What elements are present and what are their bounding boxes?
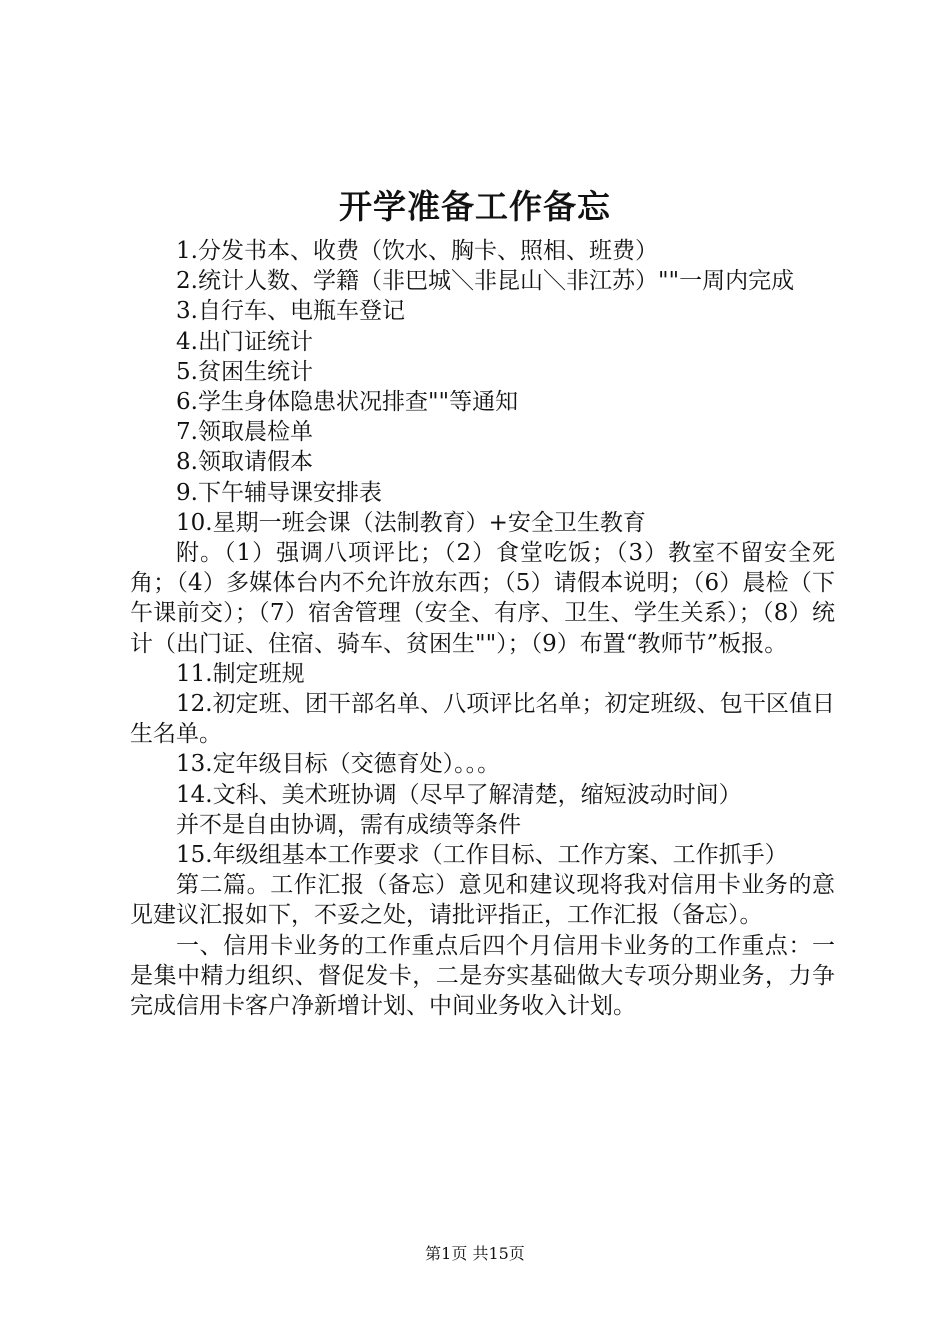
paragraph-13: 13.定年级目标（交德育处）。。。 <box>176 751 501 778</box>
paragraph-credit-card: 一、信用卡业务的工作重点后四个月信用卡业务的工作重点：一是集中精力组织、督促发卡，二是夯实基础做大专项分期业务，力争完成信用卡客户净新增计划、中间业务收入计划。 <box>130 932 835 1020</box>
paragraph-14: 14.文科、美术班协调（尽早了解清楚，缩短波动时间） <box>176 781 742 808</box>
paragraph-7: 7.领取晨检单 <box>176 419 313 446</box>
paragraph-12: 12.初定班、团干部名单、八项评比名单；初定班级、包干区值日生名单。 <box>130 691 835 748</box>
paragraph-11: 11.制定班规 <box>176 660 305 687</box>
page-number-footer: 第1页 共15页 <box>425 1244 525 1263</box>
paragraph-10: 10.星期一班会课（法制教育）+安全卫生教育 <box>176 509 646 536</box>
paragraph-3: 3.自行车、电瓶车登记 <box>176 298 405 325</box>
paragraph-2: 2.统计人数、学籍（非巴城＼非昆山＼非江苏）""一周内完成 <box>176 268 795 295</box>
paragraph-5: 5.贫困生统计 <box>176 358 313 385</box>
paragraph-6: 6.学生身体隐患状况排查""等通知 <box>176 389 519 416</box>
paragraph-14-note: 并不是自由协调，需有成绩等条件 <box>176 811 521 838</box>
paragraph-1: 1.分发书本、收费（饮水、胸卡、照相、班费） <box>176 238 658 264</box>
paragraph-9: 9.下午辅导课安排表 <box>176 479 382 506</box>
paragraph-appendix: 附。（1）强调八项评比；（2）食堂吃饭；（3）教室不留安全死角；（4）多媒体台内不允许放东西；（5）请假本说明；（6）晨检（下午课前交）；（7）宿舍管理（安全、有序、卫生、学生关系）；（8）统计（出门证、住宿、骑车、贫困生""）；（9）布置“教师节”板报。 <box>130 540 835 657</box>
paragraph-4: 4.出门证统计 <box>176 328 313 355</box>
paragraph-8: 8.领取请假本 <box>176 449 313 476</box>
paragraph-part-two: 第二篇。工作汇报（备忘）意见和建议现将我对信用卡业务的意见建议汇报如下，不妥之处，请批评指正，工作汇报（备忘）。 <box>130 872 835 929</box>
paragraph-15: 15.年级组基本工作要求（工作目标、工作方案、工作抓手） <box>176 842 788 869</box>
document-title: 开学准备工作备忘 <box>339 187 611 226</box>
document-body <box>130 236 835 1021</box>
